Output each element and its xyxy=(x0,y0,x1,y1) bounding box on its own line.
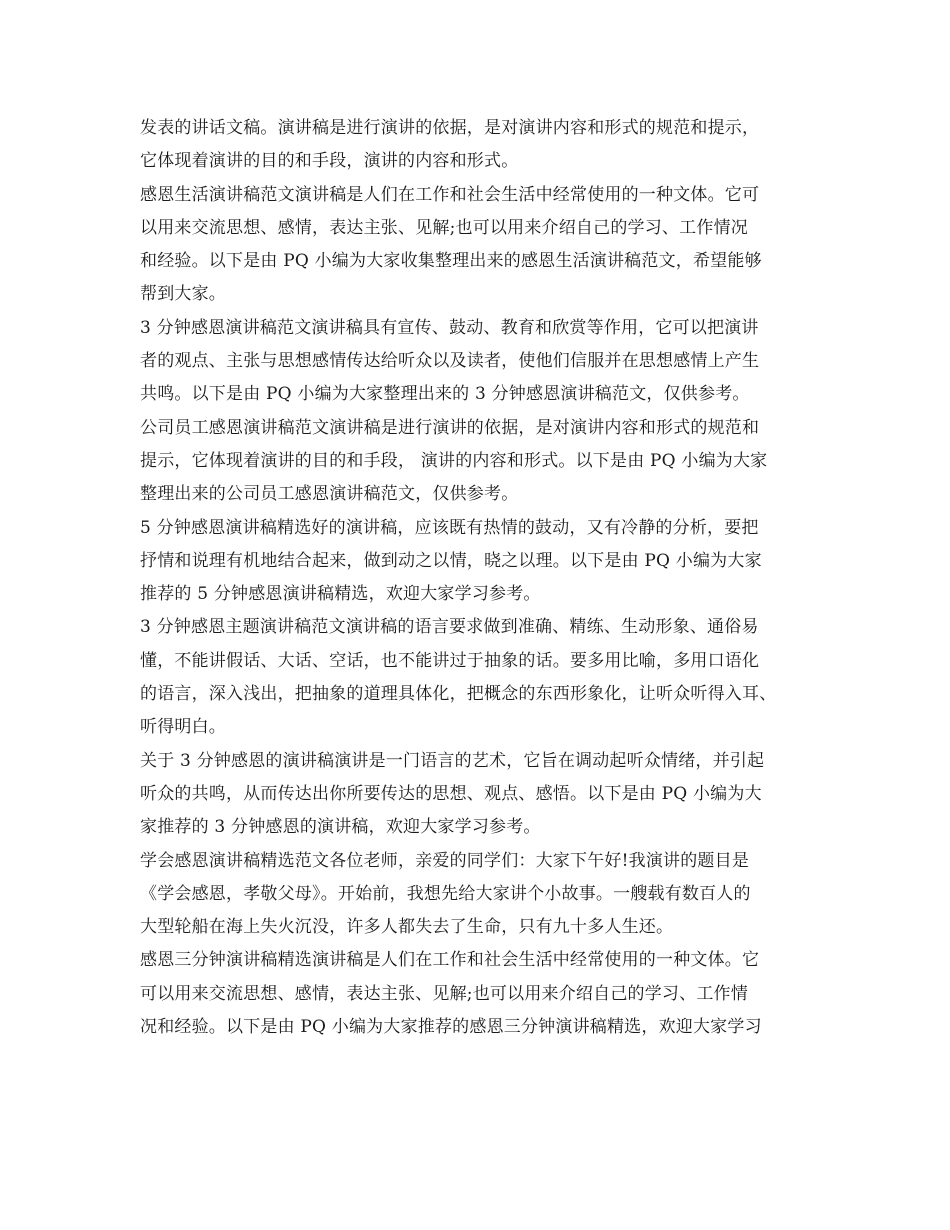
document-body xyxy=(140,112,830,1044)
text-line: 3 分钟感恩演讲稿范文演讲稿具有宣传、鼓动、教育和欣赏等作用，它可以把演讲 xyxy=(140,317,759,338)
text-line: 整理出来的公司员工感恩演讲稿范文，仅供参考。 xyxy=(140,484,519,505)
text-line: 3 分钟感恩主题演讲稿范文演讲稿的语言要求做到准确、精练、生动形象、通俗易 xyxy=(140,617,759,638)
text-line: 听众的共鸣，从而传达出你所要传达的思想、观点、感悟。以下是由 PQ 小编为大 xyxy=(140,783,762,804)
text-line: 感恩生活演讲稿范文演讲稿是人们在工作和社会生活中经常使用的一种文体。它可 xyxy=(140,184,760,205)
text-line: 者的观点、主张与思想感情传达给听众以及读者，使他们信服并在思想感情上产生 xyxy=(140,351,760,372)
text-line: 发表的讲话文稿。演讲稿是进行演讲的依据，是对演讲内容和形式的规范和提示， xyxy=(140,118,760,138)
text-line: 的语言，深入浅出，把抽象的道理具体化，把概念的东西形象化，让听众听得入耳、 xyxy=(140,684,777,705)
text-line: 感恩三分钟演讲稿精选演讲稿是人们在工作和社会生活中经常使用的一种文体。它 xyxy=(140,950,760,971)
text-line: 听得明白。 xyxy=(140,717,226,738)
text-line: 以用来交流思想、感情，表达主张、见解;也可以用来介绍自己的学习、工作情况 xyxy=(140,217,748,238)
text-line: 《学会感恩，孝敬父母》。开始前，我想先给大家讲个小故事。一艘载有数百人的 xyxy=(140,883,751,904)
text-line: 抒情和说理有机地结合起来，做到动之以情，晓之以理。以下是由 PQ 小编为大家 xyxy=(140,550,762,571)
text-line: 大型轮船在海上失火沉没，许多人都失去了生命，只有九十多人生还。 xyxy=(140,917,674,938)
text-line: 提示，它体现着演讲的目的和手段， 演讲的内容和形式。以下是由 PQ 小编为大家 xyxy=(140,450,768,471)
text-line: 家推荐的 3 分钟感恩的演讲稿，欢迎大家学习参考。 xyxy=(140,817,541,838)
text-line: 5 分钟感恩演讲稿精选好的演讲稿，应该既有热情的鼓动，又有冷静的分析，要把 xyxy=(140,517,759,538)
text-line: 帮到大家。 xyxy=(140,284,226,305)
text-line: 可以用来交流思想、感情，表达主张、见解;也可以用来介绍自己的学习、工作情 xyxy=(140,983,748,1004)
text-line: 它体现着演讲的目的和手段，演讲的内容和形式。 xyxy=(140,151,519,172)
text-line: 推荐的 5 分钟感恩演讲稿精选，欢迎大家学习参考。 xyxy=(140,584,541,605)
text-line: 懂，不能讲假话、大话、空话，也不能讲过于抽象的话。要多用比喻，多用口语化 xyxy=(140,650,760,671)
text-line: 况和经验。以下是由 PQ 小编为大家推荐的感恩三分钟演讲稿精选，欢迎大家学习 xyxy=(140,1017,762,1038)
text-line: 关于 3 分钟感恩的演讲稿演讲是一门语言的艺术，它旨在调动起听众情绪，并引起 xyxy=(140,750,765,771)
text-line: 共鸣。以下是由 PQ 小编为大家整理出来的 3 分钟感恩演讲稿范文，仅供参考。 xyxy=(140,384,750,405)
text-line: 学会感恩演讲稿精选范文各位老师，亲爱的同学们：大家下午好!我演讲的题目是 xyxy=(140,850,750,871)
text-line: 和经验。以下是由 PQ 小编为大家收集整理出来的感恩生活演讲稿范文，希望能够 xyxy=(140,251,762,272)
text-line: 公司员工感恩演讲稿范文演讲稿是进行演讲的依据，是对演讲内容和形式的规范和 xyxy=(140,417,760,438)
